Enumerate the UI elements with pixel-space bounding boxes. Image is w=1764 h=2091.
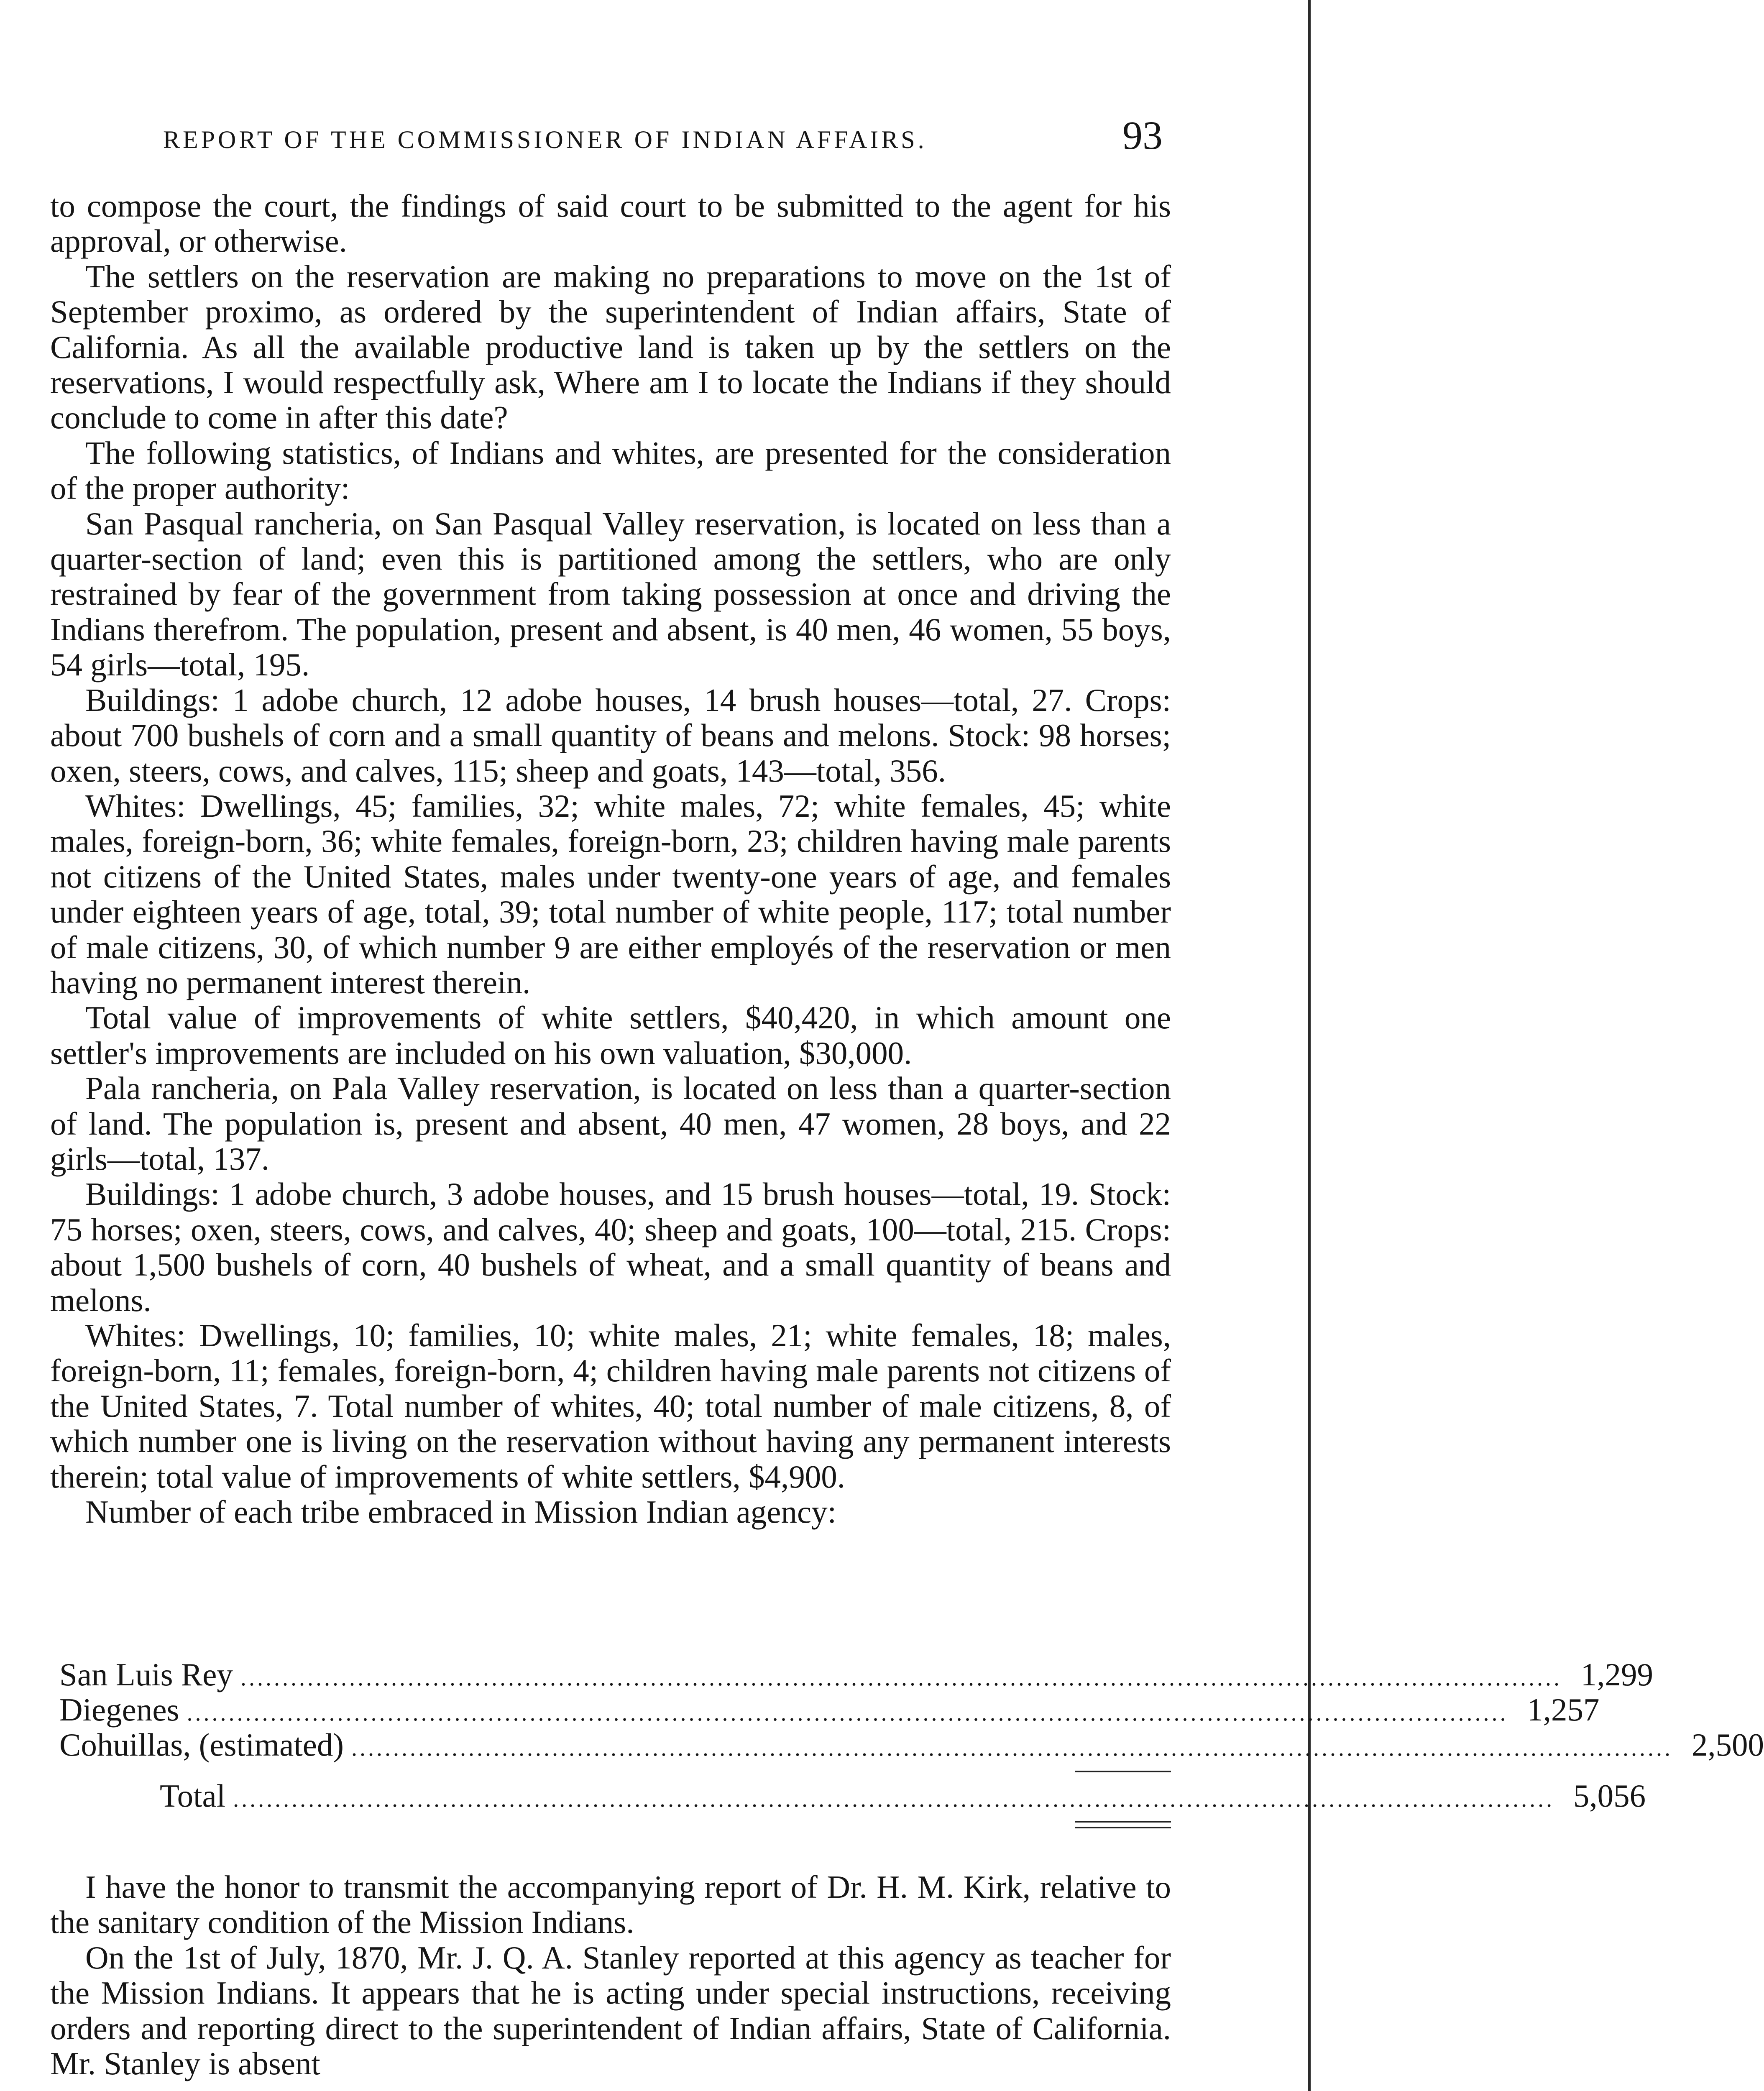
paragraph: San Pasqual rancheria, on San Pasqual Valley reservation, is located on less than a quarter-section of land; even this is partitioned among the settlers, who are only restrained by fear of the government from taking possession at once and driving the Indians therefrom. The population, present and absent, is 40 men, 46 women, 55 boys, 54 girls—total, 195. bbox=[50, 505, 1171, 683]
paragraph: On the 1st of July, 1870, Mr. J. Q. A. Stanley reported at this agency as teacher for the Mission Indians. It appears that he is acting under special instructions, receiving orders and reporting direct to the superintendent of Indian affairs, State of California. Mr. Stanley is absent bbox=[50, 1939, 1171, 2082]
paragraph: Total value of improvements of white settlers, $40,420, in which amount one settler's improvements are included on his own valuation, $30,000. bbox=[50, 999, 1171, 1071]
paragraph: Pala rancheria, on Pala Valley reservation, is located on less than a quarter-section of land. The population is, present and absent, 40 men, 47 women, 28 boys, and 22 girls—total, 137. bbox=[50, 1070, 1171, 1177]
body-text bbox=[50, 188, 1171, 1529]
tribe-name: Diegenes bbox=[59, 1692, 179, 1728]
tribe-count: 1,257 bbox=[1527, 1692, 1600, 1728]
tribe-name: Cohuillas, (estimated) bbox=[59, 1727, 344, 1763]
tribe-row bbox=[59, 1656, 1653, 1692]
page-edge bbox=[1308, 0, 1311, 2091]
paragraph: Number of each tribe embraced in Mission Indian agency: bbox=[85, 1494, 837, 1530]
tribe-count: 1,299 bbox=[1580, 1656, 1653, 1692]
paragraph: The following statistics, of Indians and whites, are presented for the consideration of the proper authority: bbox=[50, 435, 1171, 506]
tribe-row bbox=[59, 1692, 1600, 1728]
sum-rule bbox=[1075, 1771, 1171, 1772]
closing-text bbox=[50, 1869, 1171, 2081]
dot-leader: .............................................................................................................................................................. bbox=[240, 1665, 1562, 1691]
total-label: Total bbox=[160, 1778, 226, 1814]
tribe-row bbox=[59, 1727, 1764, 1763]
dot-leader: .............................................................................................................................................................. bbox=[233, 1786, 1555, 1812]
paragraph: The settlers on the reservation are making no preparations to move on the 1st of September proximo, as ordered by the superintendent of Indian affairs, State of California. As all the available productive land is taken up by the settlers on the reservations, I would respectfully ask, Where am I to locate the Indians if they should conclude to come in after this date? bbox=[50, 258, 1171, 436]
page-header bbox=[50, 110, 1171, 168]
tribe-table bbox=[59, 1656, 1764, 1828]
total-value: 5,056 bbox=[1573, 1778, 1646, 1814]
paragraph: to compose the court, the findings of said court to be submitted to the agent for his approval, or otherwise. bbox=[50, 188, 1171, 259]
tribe-count: 2,500 bbox=[1691, 1727, 1764, 1763]
dot-leader: .............................................................................................................................................................. bbox=[351, 1735, 1673, 1761]
running-head: REPORT OF THE COMMISSIONER OF INDIAN AFFAIRS. bbox=[163, 126, 927, 153]
dot-leader: .............................................................................................................................................................. bbox=[187, 1700, 1508, 1726]
paragraph: Whites: Dwellings, 10; families, 10; white males, 21; white females, 18; males, foreign-born, 11; females, foreign-born, 4; children having male parents not citizens of the United States, 7. Total number of whites, 40; total number of male citizens, 8, of which number one is living on the reservation without having any permanent interests therein; total value of improvements of white settlers, $4,900. bbox=[50, 1317, 1171, 1495]
tribe-name: San Luis Rey bbox=[59, 1656, 233, 1692]
page-number: 93 bbox=[1122, 113, 1163, 158]
paragraph: Buildings: 1 adobe church, 3 adobe houses, and 15 brush houses—total, 19. Stock: 75 horses; oxen, steers, cows, and calves, 40; sheep and goats, 100—total, 215. Crops: about 1,500 bushels of corn, 40 bushels of wheat, and a small quantity of beans and melons. bbox=[50, 1176, 1171, 1318]
total-double-rule bbox=[1075, 1821, 1171, 1828]
total-row bbox=[59, 1778, 1646, 1814]
paragraph: Whites: Dwellings, 45; families, 32; white males, 72; white females, 45; white males, foreign-born, 36; white females, foreign-born, 23; children having male parents not citizens of the United States, males under twenty-one years of age, and females under eighteen years of age, total, 39; total number of white people, 117; total number of male citizens, 30, of which number 9 are either employés of the reservation or men having no permanent interest therein. bbox=[50, 787, 1171, 1000]
paragraph: Buildings: 1 adobe church, 12 adobe houses, 14 brush houses—total, 27. Crops: about 700 bushels of corn and a small quantity of beans and melons. Stock: 98 horses; oxen, steers, cows, and calves, 115; sheep and goats, 143—total, 356. bbox=[50, 682, 1171, 789]
paragraph: I have the honor to transmit the accompanying report of Dr. H. M. Kirk, relative to the sanitary condition of the Mission Indians. bbox=[50, 1869, 1171, 1940]
